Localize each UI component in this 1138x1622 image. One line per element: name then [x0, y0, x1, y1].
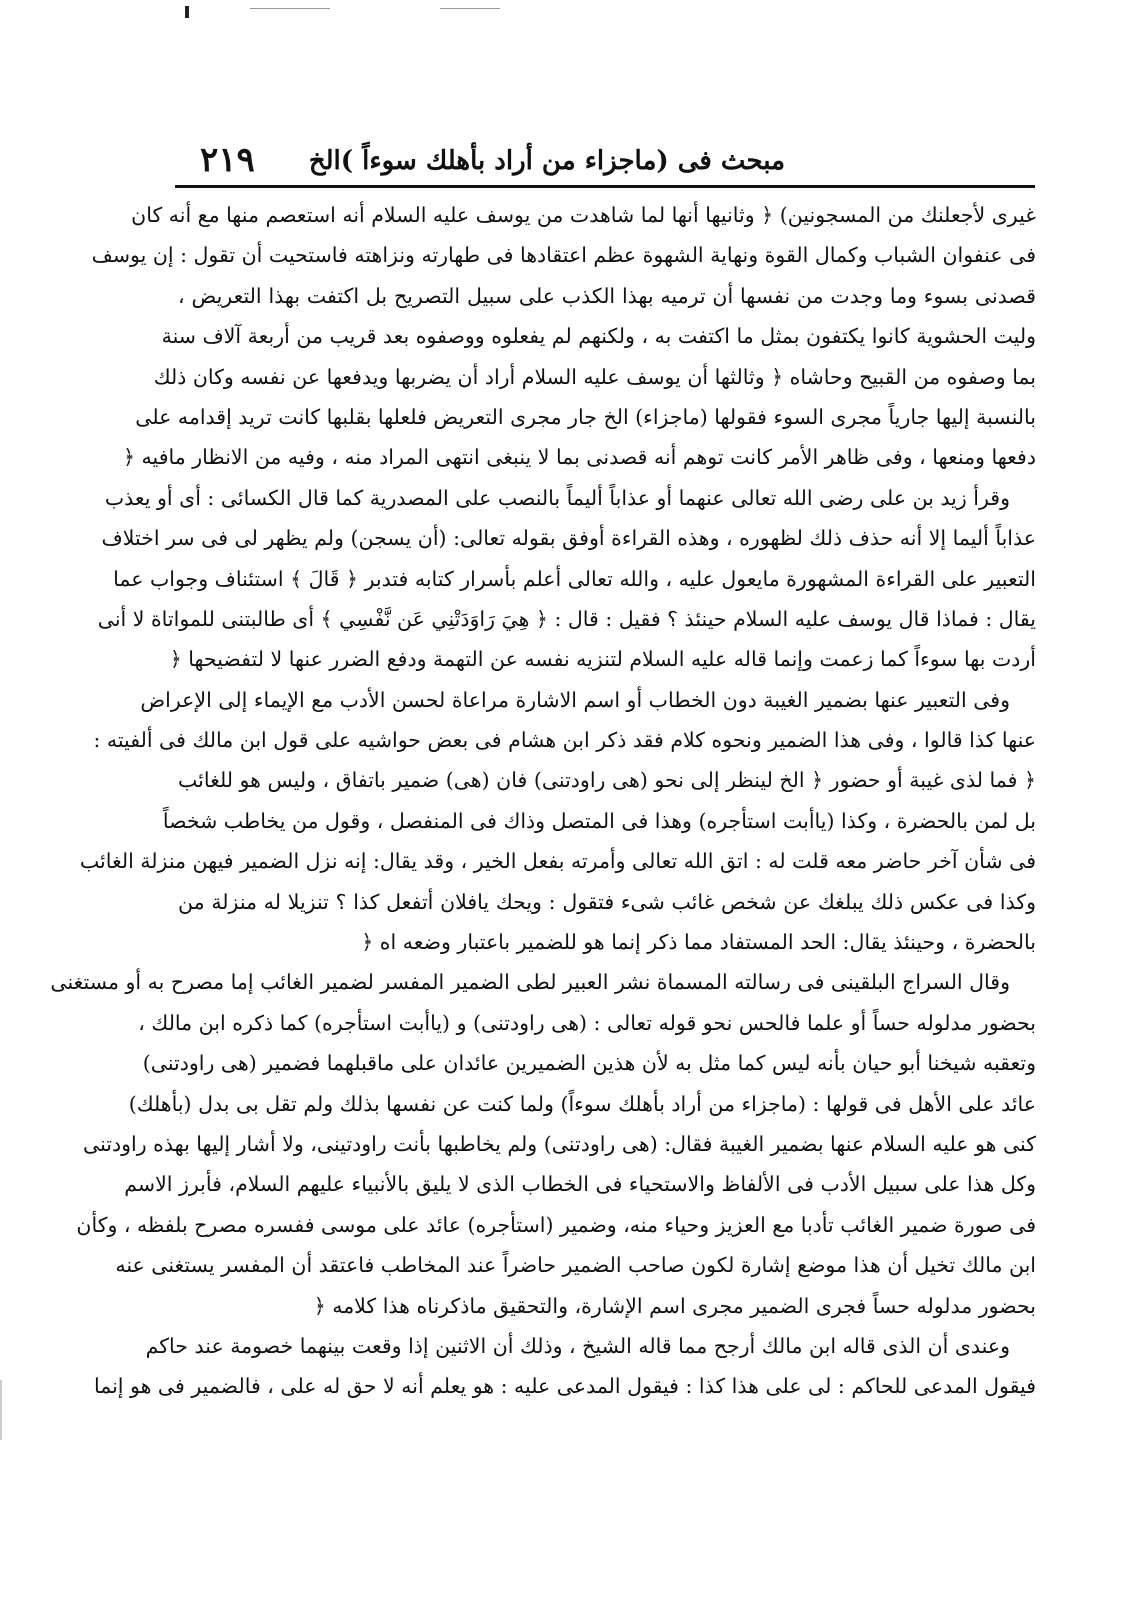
text-line: فى شأن آخر حاضر معه قلت له : اتق الله تعالى وأمرته بفعل الخير ، وقد يقال: إنه نزل الضمير فيهن منزلة الغائب [79, 849, 1036, 874]
text-line: عنها كذا قالوا ، وفى هذا الضمير ونحوه كلام فقد ذكر ابن هشام فى بعض حواشيه على قول ابن مالك فى ألفيته : [93, 728, 1036, 753]
text-line: وليت الحشوية كانوا يكتفون بمثل ما اكتفت به ، ولكنهم لم يفعلوه ووصفوه بعد قريب من أربعة آلاف سنة [161, 324, 1036, 349]
scan-line [440, 8, 500, 9]
page-number: ٢١٩ [200, 140, 255, 180]
text-line: يقال : فماذا قال يوسف عليه السلام حينئذ ؟ فقيل : قال : ﴿ هِيَ رَاوَدَتْنِي عَن نَّفْسِي ﴾ أى طالبتنى للمواتاة لا أنى [97, 606, 1036, 631]
text-line: وفى التعبير عنها بضمير الغيبة دون الخطاب أو اسم الاشارة مراعاة لحسن الأدب مع الإيماء إلى الإعراض [140, 687, 1010, 712]
text-line: وقال السراج البلقينى فى رسالته المسماة نشر العبير لطى الضمير المفسر لضمير الغائب إما مصرح به أو مستغنى [50, 970, 1010, 995]
text-line: بحضور مدلوله حساً أو علما فالحس نحو قوله تعالى : (هى راودتنى) و (ياأبت استأجره) كما ذكره ابن مالك ، [138, 1010, 1036, 1035]
text-line: وعندى أن الذى قاله ابن مالك أرجح مما قاله الشيخ ، وذلك أن الاثنين إذا وقعت بينهما خصومة عند حاكم [145, 1333, 1010, 1358]
text-line: وكل هذا على سبيل الأدب فى الألفاظ والاستحياء فى الخطاب الذى لا يليق بالأنبياء عليهم السلام، فأبرز الاسم [124, 1172, 1036, 1197]
text-line: فى عنفوان الشباب وكمال القوة ونهاية الشهوة عظم اعتقادها فى طهارته ونزاهته فاستحيت أن تقول : إن يوسف [91, 243, 1036, 268]
text-line: فيقول المدعى للحاكم : لى على هذا كذا : فيقول المدعى عليه : هو يعلم أنه لا حق له على ، فالضمير فى هو إنما [93, 1374, 1036, 1399]
text-line: عائد على الأهل فى قولها : (ماجزاء من أراد بأهلك سوءاً) ولما كنت عن نفسها بذلك ولم تقل بى بدل (بأهلك) [128, 1091, 1036, 1116]
text-line: عذاباً أليما إلا أنه حذف ذلك لظهوره ، وهذه القراءة أوفق بقوله تعالى: (أن يسجن) ولم يظهر لى فى سر اختلاف [101, 526, 1036, 551]
header-rule [175, 185, 1035, 188]
scan-mark [185, 6, 189, 18]
text-line: وقرأ زيد بن على رضى الله تعالى عنهما أو عذاباً أليماً بالنصب على المصدرية كما قال الكسائى : أى أو يعذب [104, 485, 1010, 510]
text-line: وتعقبه شيخنا أبو حيان بأنه ليس كما مثل به لأن هذين الضميرين عائدان على ماقبلهما فضمير (هى راودتنى) [142, 1051, 1036, 1076]
text-line: قصدنى بسوء وما وجدت من نفسها أن ترميه بهذا الكذب على سبيل التصريح بل اكتفت بهذا التعريض ، [178, 283, 1036, 308]
text-line: بالحضرة ، وحينئذ يقال: الحد المستفاد مما ذكر إنما هو للضمير باعتبار وضعه اه ﴿ [361, 930, 1036, 955]
text-line: ابن مالك تخيل أن هذا موضع إشارة لكون صاحب الضمير حاضراً عند المخاطب فاعتقد أن المفسر يستغنى عنه [115, 1253, 1036, 1278]
text-line: بما وصفوه من القبيح وحاشاه ﴿ وثالثها أن يوسف عليه السلام أراد أن يضربها ويدفعها عن نفسه وكان ذلك [153, 364, 1036, 389]
text-line: ﴿ فما لذى غيبة أو حضور ﴿ الخ لينظر إلى نحو (هى راودتنى) فان (هى) ضمير باتفاق ، وليس هو للغائب [178, 768, 1036, 793]
text-line: بحضور مدلوله حساً فجرى الضمير مجرى اسم الإشارة، والتحقيق ماذكرناه هذا كلامه ﴿ [313, 1293, 1036, 1318]
text-line: التعبير على القراءة المشهورة مايعول عليه ، والله تعالى أعلم بأسرار كتابه فتدبر ﴿ قَالَ ﴾ استئناف وجواب عما [113, 566, 1036, 591]
body-text [50, 195, 1036, 1407]
text-line: أردت بها سوءاً كما زعمت وإنما قاله عليه السلام لتنزيه نفسه عن التهمة ودفع الضرر عنها لا لتفضيحها ﴿ [169, 647, 1036, 672]
text-line: بل لمن بالحضرة ، وكذا (ياأبت استأجره) وهذا فى المتصل وذاك فى المنفصل ، وقول من يخاطب شخصاً [162, 808, 1036, 833]
running-title: مبحث فى (ماجزاء من أراد بأهلك سوءاً )الخ [308, 146, 785, 176]
text-line: فى صورة ضمير الغائب تأدبا مع العزيز وحياء منه، وضمير (استأجره) عائد على موسى ففسره مصرح بلفظه ، وكأن [76, 1212, 1036, 1237]
margin-mark [0, 1380, 2, 1440]
text-line: غيرى لأجعلنك من المسجونين) ﴿ وثانيها أنها لما شاهدت من يوسف عليه السلام أنه استعصم منها مع أنه كان [131, 203, 1036, 227]
text-line: وكذا فى عكس ذلك يبلغك عن شخص غائب شىء فتقول : ويحك يافلان أتفعل كذا ؟ تنزيلا له منزلة من [178, 889, 1036, 914]
page-header [180, 140, 1035, 188]
text-line: دفعها ومنعها ، وفى ظاهر الأمر كانت توهم أنه قصدنى بما لا ينبغى انتهى المراد منه ، وفيه من الانظار مافيه ﴿ [123, 445, 1036, 470]
text-line: بالنسبة إليها جارياً مجرى السوء فقولها (ماجزاء) الخ جار مجرى التعريض فلعلها بقلبها كانت تريد إقدامه على [135, 404, 1036, 429]
scan-line [250, 8, 330, 9]
text-line: كنى هو عليه السلام عنها بضمير الغيبة فقال: (هى راودتنى) ولم يخاطبها بأنت راودتينى، ولا أشار إليها بهذه راودتنى [83, 1131, 1036, 1156]
